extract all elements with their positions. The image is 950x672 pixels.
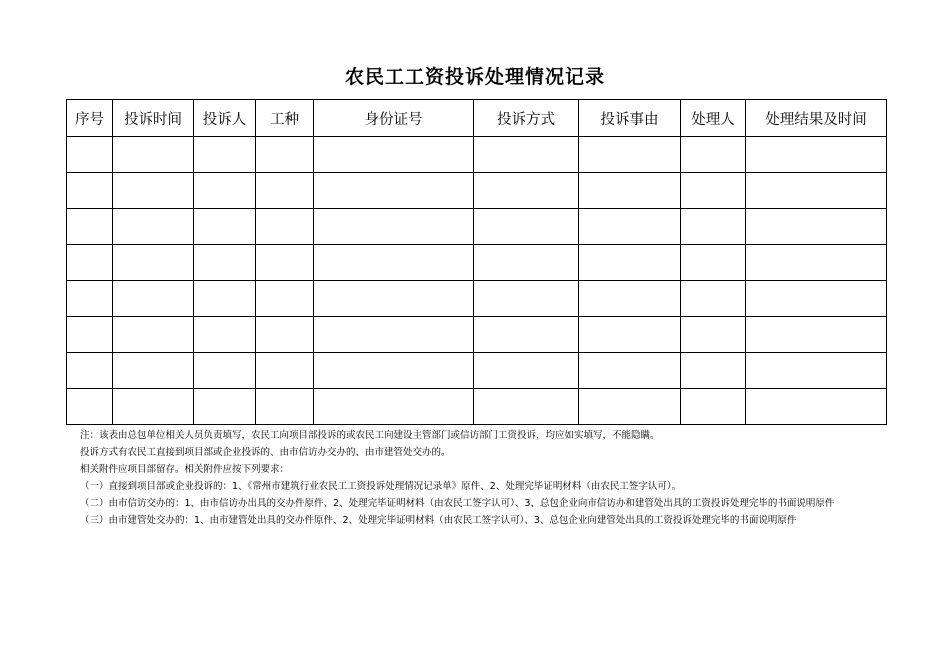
table-cell	[67, 209, 113, 245]
table-cell	[474, 317, 579, 353]
table-cell	[474, 209, 579, 245]
complaint-record-table	[66, 99, 887, 425]
table-cell	[474, 353, 579, 389]
table-cell	[67, 245, 113, 281]
table-cell	[746, 281, 887, 317]
table-cell	[256, 173, 314, 209]
table-cell	[579, 389, 681, 425]
header-complaint-method: 投诉方式	[474, 100, 579, 137]
table-cell	[113, 245, 194, 281]
table-cell	[579, 281, 681, 317]
table-row	[67, 353, 887, 389]
table-cell	[579, 245, 681, 281]
table-cell	[67, 173, 113, 209]
table-cell	[474, 173, 579, 209]
header-serial-number: 序号	[67, 100, 113, 137]
table-cell	[194, 281, 256, 317]
table-cell	[256, 389, 314, 425]
table-cell	[681, 137, 746, 173]
table-cell	[681, 317, 746, 353]
table-row	[67, 209, 887, 245]
header-complaint-reason: 投诉事由	[579, 100, 681, 137]
table-cell	[746, 353, 887, 389]
table-cell	[474, 245, 579, 281]
table-header-row	[67, 100, 887, 137]
table-row	[67, 389, 887, 425]
table-cell	[67, 353, 113, 389]
table-cell	[67, 389, 113, 425]
table-cell	[67, 281, 113, 317]
note-line: （二）由市信访交办的：1、由市信访办出具的交办件原件、2、处理完毕证明材料（由农民工签字认可）、3、总包企业向市信访办和建管处出具的工资投诉处理完毕的书面说明原件	[80, 498, 835, 509]
table-cell	[194, 317, 256, 353]
notes-section	[80, 427, 880, 529]
table-cell	[256, 137, 314, 173]
header-id-number: 身份证号	[314, 100, 474, 137]
table-cell	[746, 317, 887, 353]
header-job-type: 工种	[256, 100, 314, 137]
table-cell	[681, 353, 746, 389]
note-line: （三）由市建管处交办的：1、由市建管处出具的交办件原件、2、处理完毕证明材料（由农民工签字认可）、3、总包企业向建管处出具的工资投诉处理完毕的书面说明原件	[80, 515, 797, 526]
table-cell	[194, 353, 256, 389]
table-cell	[113, 281, 194, 317]
table-cell	[681, 173, 746, 209]
table-cell	[256, 281, 314, 317]
table-cell	[579, 173, 681, 209]
table-cell	[256, 209, 314, 245]
table-cell	[681, 245, 746, 281]
table-cell	[67, 317, 113, 353]
table-cell	[746, 209, 887, 245]
table-cell	[474, 281, 579, 317]
note-line: （一）直接到项目部或企业投诉的：1、《常州市建筑行业农民工工资投诉处理情况记录单》原件、2、处理完毕证明材料（由农民工签字认可）。	[80, 481, 682, 492]
table-cell	[746, 137, 887, 173]
table-cell	[474, 389, 579, 425]
table-cell	[113, 353, 194, 389]
table-cell	[314, 245, 474, 281]
table-cell	[194, 173, 256, 209]
table-cell	[194, 137, 256, 173]
table-row	[67, 245, 887, 281]
header-complainant: 投诉人	[194, 100, 256, 137]
table-cell	[256, 245, 314, 281]
note-line: 注：该表由总包单位相关人员负责填写，农民工向项目部投诉的或农民工向建设主管部门或信访部门工资投诉，均应如实填写，不能隐瞒。	[80, 430, 660, 441]
table-cell	[681, 389, 746, 425]
table-cell	[579, 209, 681, 245]
table-cell	[314, 389, 474, 425]
header-handler: 处理人	[681, 100, 746, 137]
table-cell	[314, 137, 474, 173]
table-cell	[194, 245, 256, 281]
table-cell	[746, 245, 887, 281]
table-row	[67, 317, 887, 353]
table-cell	[67, 137, 113, 173]
table-cell	[113, 389, 194, 425]
table-cell	[314, 209, 474, 245]
table-cell	[194, 209, 256, 245]
note-line: 相关附件应项目部留存。相关附件应按下列要求：	[80, 464, 290, 475]
table-cell	[314, 173, 474, 209]
table-cell	[113, 209, 194, 245]
table-cell	[256, 353, 314, 389]
table-cell	[113, 173, 194, 209]
note-line: 投诉方式有农民工直接到项目部或企业投诉的、由市信访办交办的、由市建管处交办的。	[80, 447, 451, 458]
table-cell	[579, 317, 681, 353]
table-cell	[474, 137, 579, 173]
table-cell	[194, 389, 256, 425]
table-cell	[681, 209, 746, 245]
document-title: 农民工工资投诉处理情况记录	[344, 66, 605, 88]
header-result-and-time: 处理结果及时间	[746, 100, 887, 137]
header-complaint-time: 投诉时间	[113, 100, 194, 137]
table-row	[67, 137, 887, 173]
table-cell	[746, 173, 887, 209]
table-row	[67, 281, 887, 317]
table-cell	[746, 389, 887, 425]
table-cell	[113, 317, 194, 353]
table-cell	[681, 281, 746, 317]
table-cell	[579, 137, 681, 173]
table-cell	[314, 317, 474, 353]
table-cell	[113, 137, 194, 173]
table-cell	[314, 353, 474, 389]
table-cell	[579, 353, 681, 389]
table-cell	[256, 317, 314, 353]
table-cell	[314, 281, 474, 317]
table-row	[67, 173, 887, 209]
